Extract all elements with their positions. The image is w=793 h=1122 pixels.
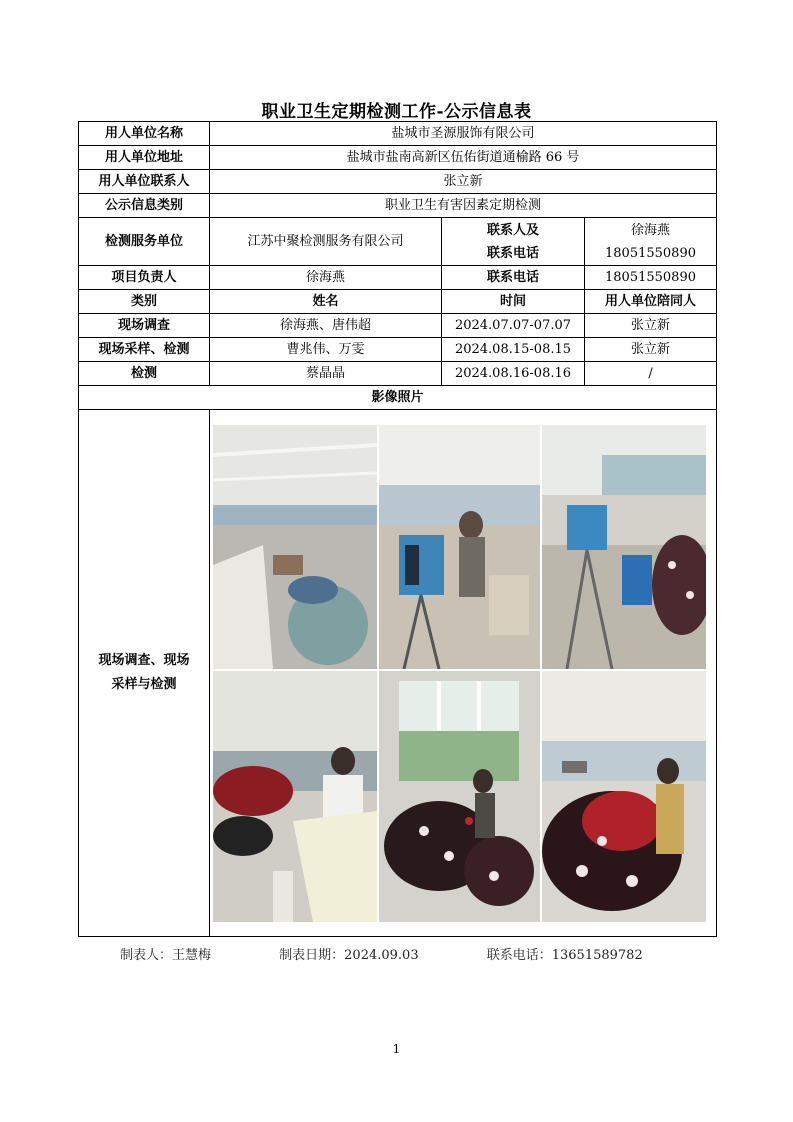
site-photo-5 [379, 671, 540, 922]
unit-contact-value: 张立新 [210, 170, 717, 194]
unit-contact-label: 用人单位联系人 [79, 170, 210, 194]
project-lead-value: 徐海燕 [210, 266, 442, 290]
site-photo-1 [213, 425, 377, 669]
row-escort: / [585, 362, 717, 386]
site-photo-3 [542, 425, 706, 669]
site-photo-4 [213, 671, 377, 922]
row-time: 2024.08.16-08.16 [442, 362, 585, 386]
row-escort: 张立新 [585, 314, 717, 338]
service-contact-name: 徐海燕 [631, 222, 671, 238]
service-unit-value: 江苏中聚检测服务有限公司 [210, 218, 442, 266]
photos-label [79, 410, 210, 937]
service-contact-phone: 18051550890 [605, 245, 696, 261]
footer-date: 制表日期：2024.09.03 [279, 948, 419, 963]
info-type-label: 公示信息类别 [79, 194, 210, 218]
photos-label-line2: 采样与检测 [111, 677, 177, 692]
row-escort: 张立新 [585, 338, 717, 362]
col-header-time: 时间 [442, 290, 585, 314]
footer [120, 944, 643, 963]
photos-label-line1: 现场调查、现场 [98, 653, 190, 668]
row-time: 2024.08.15-08.15 [442, 338, 585, 362]
row-time: 2024.07.07-07.07 [442, 314, 585, 338]
footer-phone: 联系电话：13651589782 [486, 948, 643, 963]
page-number: 1 [392, 1042, 401, 1056]
contact-phone-label [442, 218, 585, 266]
page-title: 职业卫生定期检测工作-公示信息表 [261, 102, 532, 122]
table-row [79, 338, 717, 362]
photos-header: 影像照片 [79, 386, 717, 410]
site-photo-6 [542, 671, 706, 922]
table-row [79, 362, 717, 386]
row-category: 现场采样、检测 [79, 338, 210, 362]
row-names: 蔡晶晶 [210, 362, 442, 386]
service-contact-cell [585, 218, 717, 266]
unit-address-label: 用人单位地址 [79, 146, 210, 170]
row-names: 徐海燕、唐伟超 [210, 314, 442, 338]
info-table [78, 121, 717, 937]
row-names: 曹兆伟、万雯 [210, 338, 442, 362]
col-header-escort: 用人单位陪同人 [585, 290, 717, 314]
info-type-value: 职业卫生有害因素定期检测 [210, 194, 717, 218]
photo-area [210, 410, 717, 937]
table-row [79, 314, 717, 338]
project-phone-value: 18051550890 [585, 266, 717, 290]
row-category: 现场调查 [79, 314, 210, 338]
unit-name-label: 用人单位名称 [79, 122, 210, 146]
footer-maker: 制表人：王慧梅 [120, 948, 212, 963]
site-photo-2 [379, 425, 540, 669]
contact-phone-label-line1: 联系人及 [486, 222, 539, 238]
unit-address-value: 盐城市盐南高新区伍佑街道通榆路 66 号 [210, 146, 717, 170]
unit-name-value: 盐城市圣源服饰有限公司 [210, 122, 717, 146]
service-unit-label: 检测服务单位 [79, 218, 210, 266]
project-lead-label: 项目负责人 [79, 266, 210, 290]
col-header-names: 姓名 [210, 290, 442, 314]
project-phone-label: 联系电话 [442, 266, 585, 290]
contact-phone-label-line2: 联系电话 [486, 245, 539, 261]
col-header-category: 类别 [79, 290, 210, 314]
row-category: 检测 [79, 362, 210, 386]
